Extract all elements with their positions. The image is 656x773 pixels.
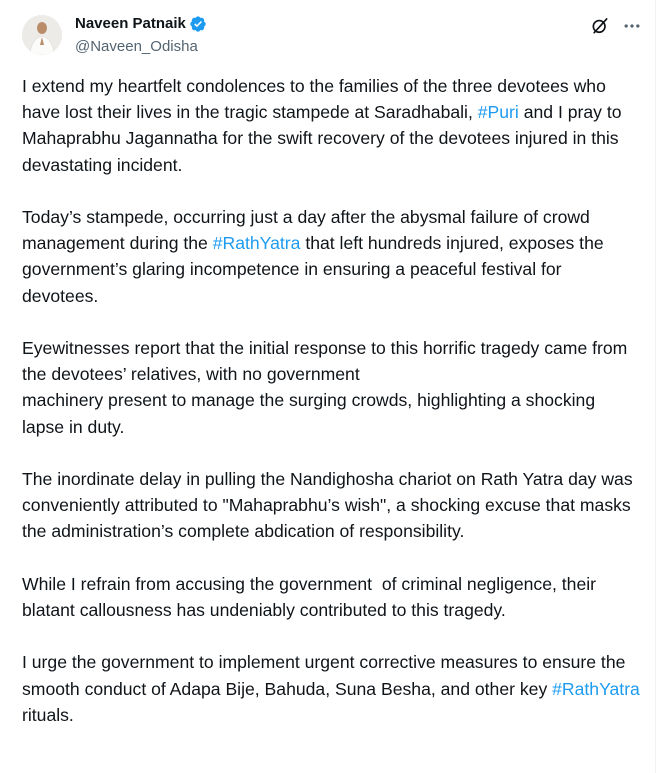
author-handle[interactable]: @Naveen_Odisha (75, 38, 198, 55)
hashtag-link-rathyatra[interactable]: #RathYatra (212, 233, 301, 254)
text-segment: Today’s stampede, occurring just a day after the abysmal failure of crowd management during the (22, 207, 590, 254)
author-display-name[interactable]: Naveen Patnaik (75, 15, 186, 32)
avatar-image (22, 15, 62, 55)
tweet-paragraph-6 (22, 649, 642, 728)
text-segment: Eyewitnesses report that the initial response to this horrific tragedy came from the devotees’ relatives, with no government (22, 338, 628, 385)
tweet-paragraph-1 (22, 73, 642, 178)
text-segment: and I pray to Mahaprabhu Jagannatha for the swift recovery of the devotees injured in this devastating incident. (22, 102, 622, 175)
avatar[interactable] (22, 15, 62, 55)
tweet-paragraph-2 (22, 204, 642, 309)
tweet-paragraph-4: The inordinate delay in pulling the Nandighosha chariot on Rath Yatra day was conveniently attributed to "Mahaprabhu’s wish", a shocking excuse that masks the administration’s complete abdication of responsibility. (22, 469, 633, 542)
more-options-icon[interactable] (622, 16, 642, 36)
tweet-header (22, 12, 644, 60)
author-block (75, 12, 207, 58)
text-segment: I urge the government to implement urgent corrective measures to ensure the smooth conduct of Adapa Bije, Bahuda, Suna Besha, and other key (22, 652, 626, 699)
tweet-actions (590, 16, 642, 36)
text-segment: While I refrain from accusing the government of criminal negligence, their blatant callousness has undeniably contributed to this tragedy. (22, 573, 601, 620)
grok-icon[interactable] (590, 16, 610, 36)
text-segment: I extend my heartfelt condolences to the families of the three devotees who have lost their lives in the tragic stampede at Saradhabali, (22, 76, 606, 123)
text-segment: rituals. (22, 704, 74, 725)
tweet-paragraph-5 (22, 571, 642, 623)
tweet-paragraph-3 (22, 335, 642, 440)
verified-badge-icon (189, 15, 207, 33)
hashtag-link-puri[interactable]: #Puri (477, 102, 519, 123)
text-segment: that left hundreds injured, exposes the government’s glaring incompetence in ensuring a peaceful festival for devotees. (22, 233, 604, 306)
hashtag-link-rathyatra[interactable]: #RathYatra (552, 678, 640, 699)
text-segment: machinery present to manage the surging crowds, highlighting a shocking lapse in duty. (22, 390, 596, 437)
tweet-text (22, 73, 642, 728)
